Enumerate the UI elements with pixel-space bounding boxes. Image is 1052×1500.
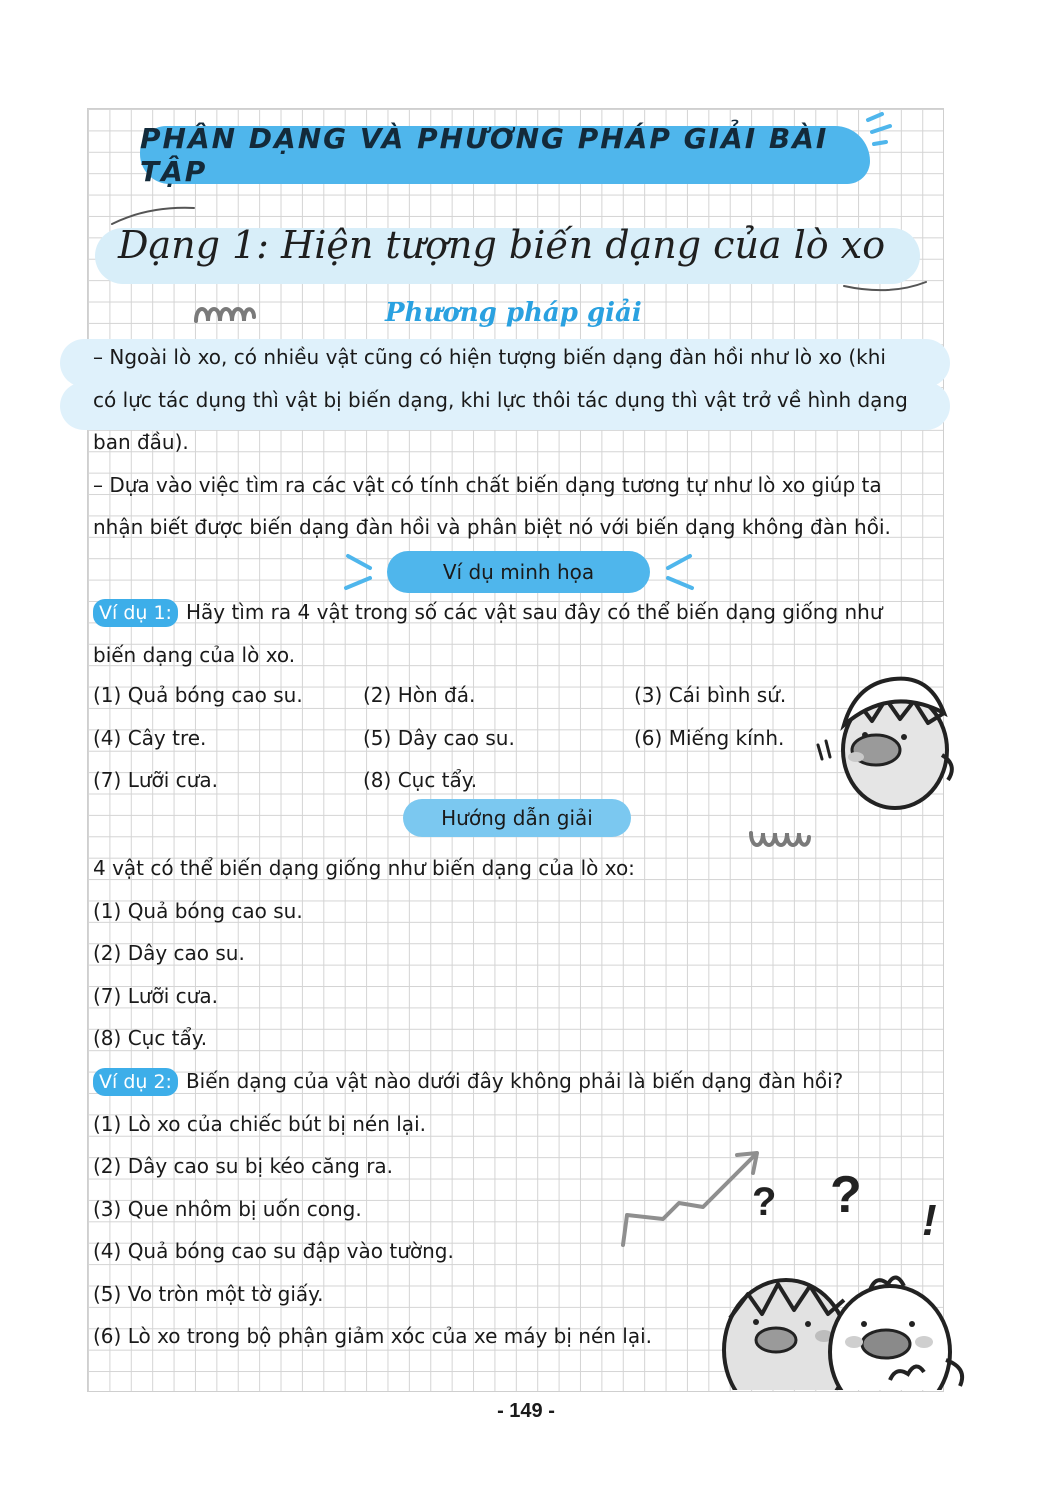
example1-question [93, 591, 943, 676]
trend-arrow-icon [615, 1145, 770, 1250]
duck-mascot-illustration [810, 665, 955, 815]
banner-title: PHÂN DẠNG VÀ PHƯƠNG PHÁP GIẢI BÀI TẬP [140, 122, 829, 188]
answer-item: (1) Quả bóng cao su. [93, 898, 303, 923]
page-number: - 149 - [497, 1400, 555, 1422]
answer-item: (7) Lưỡi cưa. [93, 983, 218, 1008]
example1-question-line: Hãy tìm ra 4 vật trong số các vật sau đây có thể biến dạng giống như [185, 600, 883, 624]
option-item: (3) Que nhôm bị uốn cong. [93, 1196, 362, 1221]
method-line: nhận biết được biến dạng đàn hồi và phân biệt nó với biến dạng không đàn hồi. [93, 515, 891, 539]
example1-answer [93, 847, 943, 1060]
swoosh-line-icon [840, 270, 930, 300]
examples-pill [387, 551, 650, 593]
option-item: (6) Miếng kính. [634, 726, 785, 750]
answer-item: (8) Cục tẩy. [93, 1026, 208, 1050]
method-line: ban đầu). [93, 430, 189, 454]
option-item: (6) Lò xo trong bộ phận giảm xóc của xe máy bị nén lại. [93, 1324, 653, 1348]
section-title: Dạng 1: Hiện tượng biến dạng của lò xo [118, 223, 886, 267]
exclamation-icon: ! [922, 1196, 937, 1245]
splash-lines-icon [340, 548, 384, 596]
guide-pill [403, 799, 631, 837]
examples-title: Ví dụ minh họa [442, 560, 595, 584]
option-item: (8) Cục tẩy. [363, 768, 478, 792]
question-mark-icon: ? [752, 1180, 777, 1224]
option-item: (3) Cái bình sứ. [634, 683, 787, 707]
question-mark-icon: ? [830, 1166, 862, 1224]
duck-mascots-illustration [720, 1240, 975, 1390]
splash-lines-icon [654, 548, 698, 596]
option-item: (4) Cây tre. [93, 726, 207, 750]
example2-badge: Ví dụ 2: [93, 1068, 178, 1096]
option-item: (1) Quả bóng cao su. [93, 683, 303, 707]
option-item: (2) Dây cao su bị kéo căng ra. [93, 1154, 394, 1178]
answer-item: (2) Dây cao su. [93, 941, 245, 965]
answer-intro: 4 vật có thể biến dạng giống như biến dạng của lò xo: [93, 856, 635, 880]
option-item: (1) Lò xo của chiếc bút bị nén lại. [93, 1111, 426, 1136]
example1-badge: Ví dụ 1: [93, 599, 178, 627]
option-item: (5) Dây cao su. [363, 726, 515, 750]
example1-question-line: biến dạng của lò xo. [93, 642, 296, 667]
spring-coil-icon [192, 301, 258, 327]
section-banner [140, 122, 870, 188]
method-line: – Ngoài lò xo, có nhiều vật cũng có hiện tượng biến dạng đàn hồi như lò xo (khi [93, 345, 886, 369]
method-line: – Dựa vào việc tìm ra các vật có tính chất biến dạng tương tự như lò xo giúp ta [93, 472, 882, 497]
option-item: (5) Vo tròn một tờ giấy. [93, 1281, 324, 1306]
option-item: (7) Lưỡi cưa. [93, 768, 218, 792]
method-text [93, 336, 943, 549]
method-line: có lực tác dụng thì vật bị biến dạng, khi lực thôi tác dụng thì vật trở về hình dạng [93, 387, 908, 412]
option-item: (2) Hòn đá. [363, 683, 476, 707]
guide-title: Hướng dẫn giải [441, 806, 593, 830]
method-title: Phương pháp giải [385, 298, 642, 328]
example2-question: Biến dạng của vật nào dưới đây không phải là biến dạng đàn hồi? [185, 1069, 844, 1093]
option-item: (4) Quả bóng cao su đập vào tường. [93, 1239, 454, 1263]
